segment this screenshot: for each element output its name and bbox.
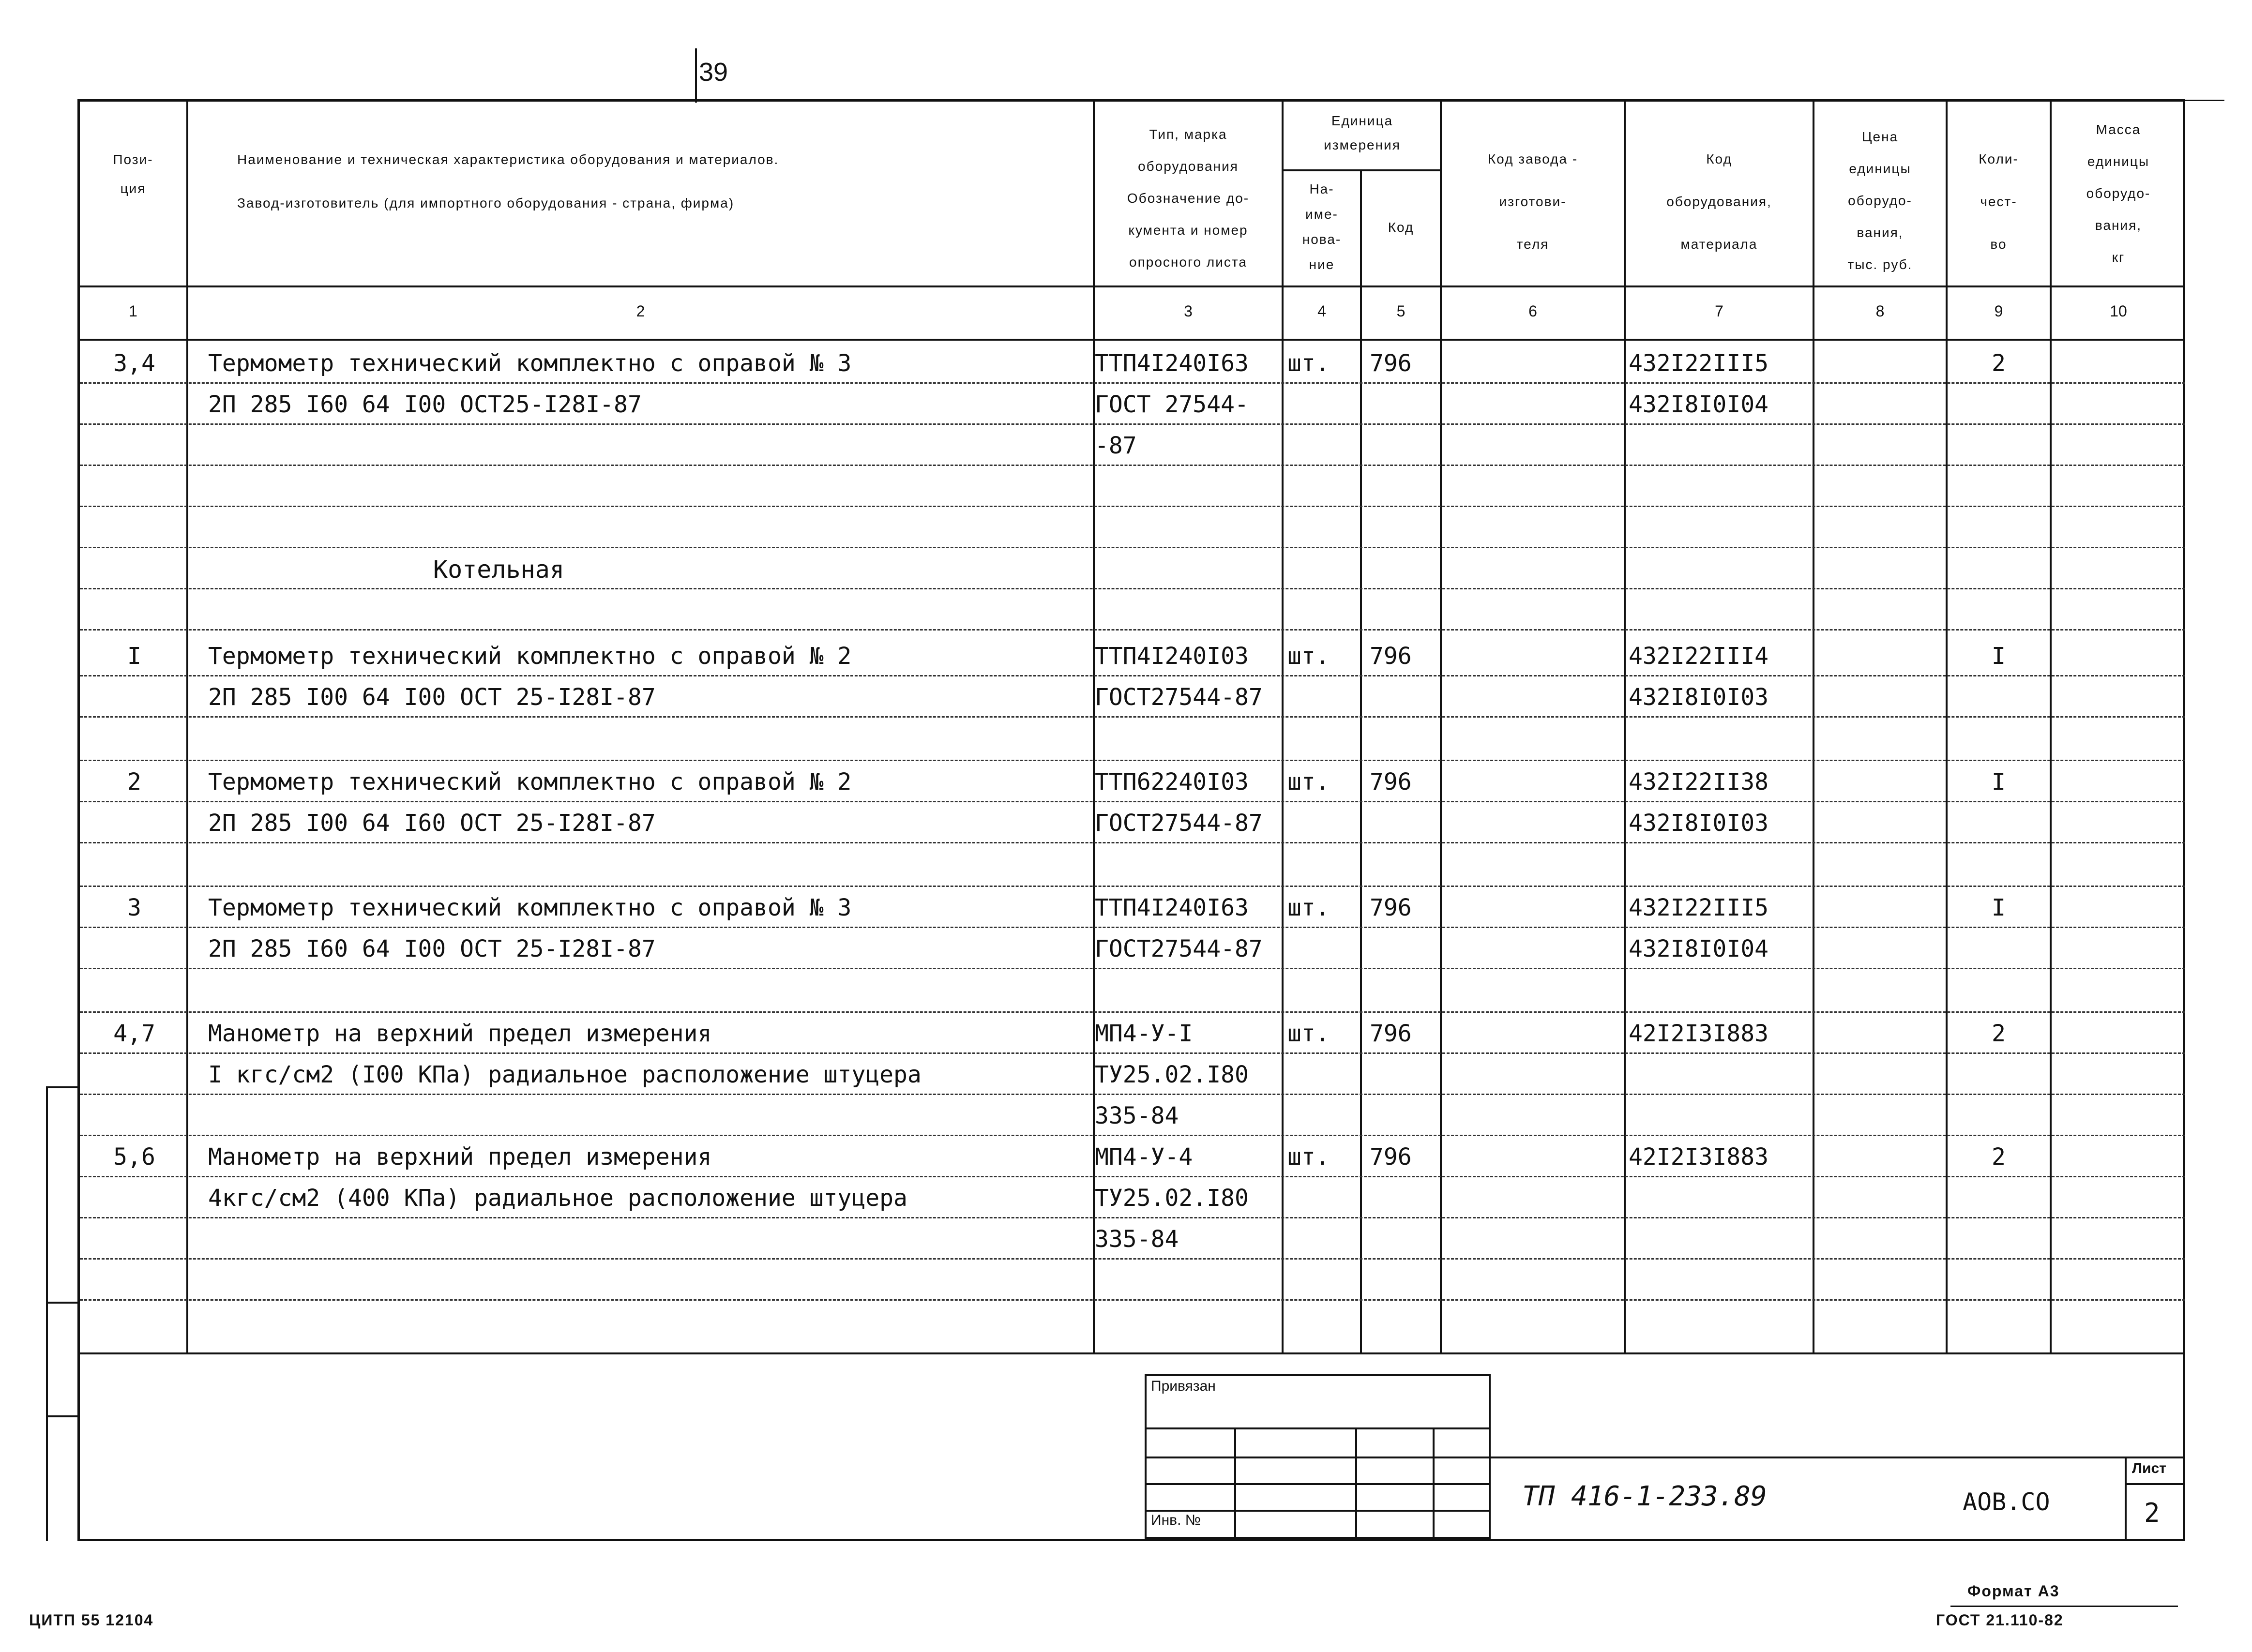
colnum-10: 10 — [2110, 302, 2127, 320]
row-pos: 5,6 — [113, 1143, 155, 1171]
footer-cipher: ЦИТП 55 12104 — [29, 1611, 154, 1629]
row-type: ГОСТ27544-87 — [1095, 935, 1263, 962]
inv-label: Инв. № — [1151, 1512, 1201, 1528]
privyazan-label: Привязан — [1151, 1378, 1216, 1394]
row-unit: шт. — [1287, 894, 1330, 921]
row-separator — [80, 927, 2185, 928]
row-type: МП4-У-I — [1095, 1020, 1193, 1047]
row-separator — [80, 886, 2185, 887]
row-mat: 432I22III5 — [1629, 350, 1768, 377]
row-code: 796 — [1370, 1143, 1412, 1171]
colnum-7: 7 — [1715, 302, 1723, 320]
row-mat: 432I8I0I04 — [1629, 391, 1768, 418]
row-name: Термометр технический комплектно с оправой № 3 — [208, 894, 852, 921]
margin-line-outer — [46, 1086, 48, 1541]
row-name: 2П 285 I60 64 I00 ОСТ 25-I28I-87 — [208, 935, 656, 962]
row-qty: I — [1992, 768, 2006, 796]
stamp-col-2 — [1355, 1427, 1357, 1539]
row-name: Манометр на верхний предел измерения — [208, 1143, 712, 1171]
row-type: ТТП62240I03 — [1095, 768, 1249, 796]
margin-rule-low — [46, 1415, 80, 1417]
row-type: МП4-У-4 — [1095, 1143, 1193, 1171]
row-type: ТТП4I240I63 — [1095, 894, 1249, 921]
row-type: ТТП4I240I63 — [1095, 350, 1249, 377]
row-code: 796 — [1370, 894, 1412, 921]
row-name: I кгс/см2 (I00 КПа) радиальное расположение штуцера — [208, 1061, 922, 1088]
row-name: Термометр технический комплектно с оправой № 2 — [208, 768, 852, 796]
margin-rule-top — [46, 1086, 80, 1088]
row-mat: 432I22III5 — [1629, 894, 1768, 921]
row-separator — [80, 1258, 2185, 1260]
header-col1: Пози- ция — [113, 152, 153, 196]
header-col6: Код завода - изготови- теля — [1487, 151, 1578, 252]
header-col10: Масса единицы оборудо- вания, кг — [2086, 122, 2151, 265]
row-qty: I — [1992, 894, 2006, 921]
colnum-9: 9 — [1994, 302, 2003, 320]
row-separator — [80, 760, 2185, 761]
row-mat: 432I8I0I04 — [1629, 935, 1768, 962]
stamp-col-3 — [1433, 1427, 1435, 1539]
row-name: Термометр технический комплектно с оправой № 2 — [208, 643, 852, 670]
header-col5: Код — [1388, 220, 1414, 235]
row-pos: 3 — [127, 894, 141, 921]
row-qty: I — [1992, 643, 2006, 670]
footer-rule — [1950, 1606, 2178, 1607]
row-type: ГОСТ 27544- — [1095, 391, 1249, 418]
stamp-col-1 — [1234, 1427, 1236, 1539]
row-separator — [80, 716, 2185, 718]
row-separator — [80, 423, 2185, 425]
unit-header-rule — [1282, 169, 1441, 171]
header-bottom-rule — [77, 285, 2185, 287]
sheet-label: Лист — [2132, 1460, 2166, 1476]
row-type: 335-84 — [1095, 1102, 1179, 1129]
section-heading: Котельная — [433, 556, 564, 584]
row-separator — [80, 382, 2185, 384]
row-name: 2П 285 I60 64 I00 ОСТ25-I28I-87 — [208, 391, 642, 418]
row-separator — [80, 1299, 2185, 1301]
row-separator — [80, 588, 2185, 589]
row-separator — [80, 465, 2185, 466]
row-separator — [80, 1176, 2185, 1177]
code-block-top-rule — [1488, 1457, 2185, 1458]
stamp-rule-2 — [1145, 1457, 1491, 1458]
colnum-5: 5 — [1396, 302, 1406, 320]
row-separator — [80, 842, 2185, 843]
colnum-1: 1 — [129, 302, 137, 320]
row-type: ГОСТ27544-87 — [1095, 684, 1263, 711]
row-pos: I — [127, 643, 141, 670]
row-mat: 432I22II38 — [1629, 768, 1768, 796]
row-qty: 2 — [1992, 1143, 2006, 1171]
row-separator — [80, 968, 2185, 969]
row-separator — [80, 629, 2185, 631]
row-separator — [80, 547, 2185, 548]
footer-format: Формат А3 — [1967, 1582, 2060, 1600]
row-name: Термометр технический комплектно с оправой № 3 — [208, 350, 852, 377]
page-number: 39 — [699, 58, 728, 87]
row-name: 2П 285 I00 64 I00 ОСТ 25-I28I-87 — [208, 684, 656, 711]
row-type: 335-84 — [1095, 1226, 1179, 1253]
colnum-8: 8 — [1875, 302, 1885, 320]
row-separator — [80, 1135, 2185, 1136]
row-separator — [80, 1052, 2185, 1054]
row-separator — [80, 1217, 2185, 1218]
row-name: 4кгс/см2 (400 КПа) радиальное расположение штуцера — [208, 1185, 907, 1212]
stamp-rule-3 — [1145, 1483, 1491, 1485]
row-mat: 432I8I0I03 — [1629, 810, 1768, 837]
row-type: ТУ25.02.I80 — [1095, 1061, 1249, 1088]
row-code: 796 — [1370, 1020, 1412, 1047]
row-separator — [80, 1011, 2185, 1013]
colnum-3: 3 — [1184, 302, 1193, 320]
row-unit: шт. — [1287, 1143, 1330, 1171]
header-col9: Коли- чест- во — [1979, 151, 2019, 252]
table-bottom-rule — [77, 1352, 2185, 1354]
row-unit: шт. — [1287, 1020, 1330, 1047]
header-col3: Тип, марка оборудования Обозначение до- кумента и номер опросного листа — [1127, 127, 1250, 270]
row-type: ТУ25.02.I80 — [1095, 1185, 1249, 1212]
row-code: 796 — [1370, 768, 1412, 796]
colnum-2: 2 — [636, 302, 645, 320]
row-separator — [80, 506, 2185, 507]
row-unit: шт. — [1287, 643, 1330, 670]
sheet-rule — [2125, 1483, 2185, 1485]
header-col8: Цена единицы оборудо- вания, тыс. руб. — [1847, 129, 1913, 272]
row-separator — [80, 675, 2185, 676]
row-pos: 3,4 — [113, 350, 155, 377]
sheet-number: 2 — [2144, 1498, 2160, 1528]
footer-gost: ГОСТ 21.110-82 — [1936, 1611, 2064, 1629]
row-mat: 432I22III4 — [1629, 643, 1768, 670]
colnum-6: 6 — [1528, 302, 1537, 320]
margin-rule-mid — [46, 1302, 80, 1304]
doc-code: ТП 416-1-233.89 — [1522, 1481, 1767, 1512]
header-col4: На- име- нова- ние — [1302, 181, 1342, 272]
row-code: 796 — [1370, 350, 1412, 377]
row-type: -87 — [1095, 432, 1137, 459]
doc-suffix: АОВ.СО — [1963, 1488, 2050, 1516]
row-mat: 42I2I3I883 — [1629, 1020, 1768, 1047]
row-pos: 4,7 — [113, 1020, 155, 1047]
stamp-rule-1 — [1145, 1427, 1491, 1429]
row-qty: 2 — [1992, 350, 2006, 377]
row-type: ТТП4I240I03 — [1095, 643, 1249, 670]
row-separator — [80, 1094, 2185, 1095]
colnum-4: 4 — [1317, 302, 1326, 320]
header-col2: Наименование и техническая характеристика оборудования и материалов. Завод-изготовитель (для импортного оборудования - страна, фирма) — [237, 152, 779, 210]
row-unit: шт. — [1287, 768, 1330, 796]
row-code: 796 — [1370, 643, 1412, 670]
row-name: Манометр на верхний предел измерения — [208, 1020, 712, 1047]
stamp-rule-4 — [1145, 1510, 1491, 1512]
sheet-divider — [2125, 1457, 2127, 1541]
row-separator — [80, 801, 2185, 802]
row-qty: 2 — [1992, 1020, 2006, 1047]
row-unit: шт. — [1287, 350, 1330, 377]
row-mat: 432I8I0I03 — [1629, 684, 1768, 711]
header-unit: Единица измерения — [1324, 113, 1401, 152]
row-name: 2П 285 I00 64 I60 ОСТ 25-I28I-87 — [208, 810, 656, 837]
page-number-divider — [695, 48, 697, 103]
row-type: ГОСТ27544-87 — [1095, 810, 1263, 837]
row-pos: 2 — [127, 768, 141, 796]
header-col7: Код оборудования, материала — [1666, 151, 1772, 252]
colnum-bottom-rule — [77, 339, 2185, 341]
row-mat: 42I2I3I883 — [1629, 1143, 1768, 1171]
